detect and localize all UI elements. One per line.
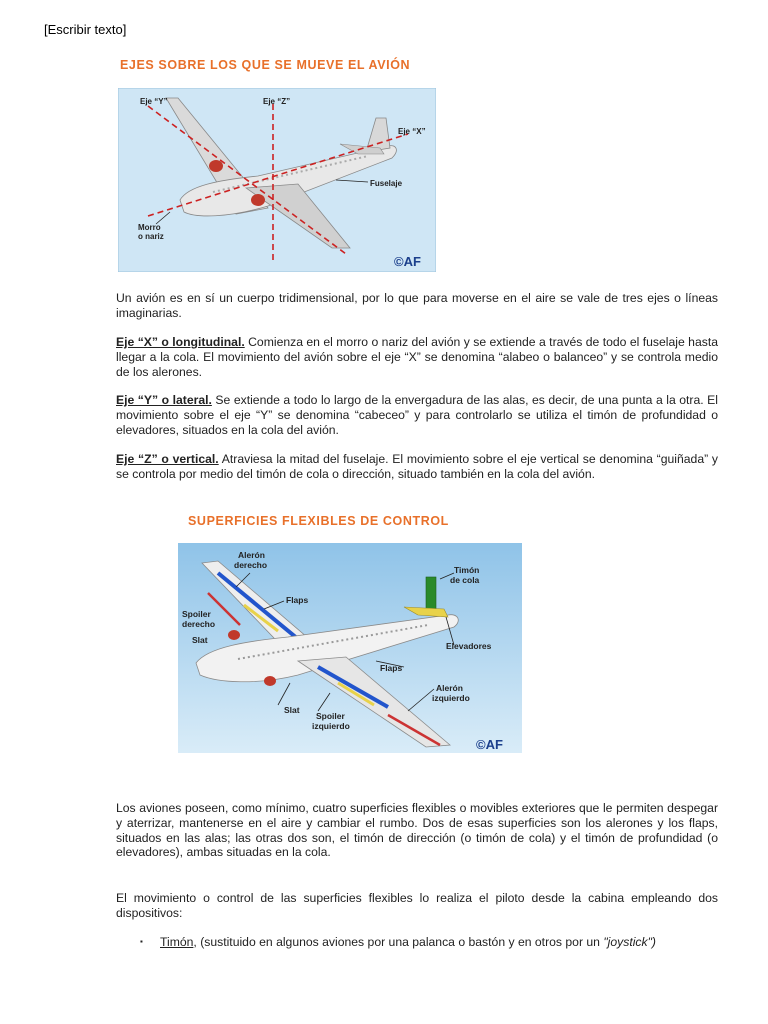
axis-z-text: Atraviesa la mitad del fuselaje. El movimiento sobre el eje vertical se denomina “guiñada” y se controla por medio del timón de cola o dirección, situado también en la cola del avión.: [116, 452, 719, 481]
label-spoiler-left-2: izquierdo: [312, 721, 350, 731]
label-nose-1: Morro: [138, 223, 161, 232]
axis-y-term: Eje “Y” o lateral.: [116, 393, 212, 407]
credit-af-1: ©AF: [394, 254, 421, 269]
rudder-mark: [426, 577, 436, 613]
label-spoiler-right-2: derecho: [182, 619, 216, 629]
axis-x-paragraph: [116, 335, 718, 379]
label-fuselage: Fuselaje: [370, 179, 403, 188]
engine-right: [251, 194, 265, 206]
label-slat-bottom: Slat: [284, 705, 300, 715]
label-flaps-top: Flaps: [286, 595, 309, 605]
axis-x-term: Eje “X” o longitudinal.: [116, 335, 245, 349]
label-aileron-right-1: Alerón: [238, 550, 265, 560]
section-title-surfaces: SUPERFICIES FLEXIBLES DE CONTROL: [188, 514, 449, 528]
label-rudder-2: de cola: [450, 575, 480, 585]
label-x-axis: Eje “X”: [398, 127, 426, 136]
label-aileron-left-1: Alerón: [436, 683, 463, 693]
axis-y-paragraph: [116, 393, 718, 437]
surfaces-paragraph-2: El movimiento o control de las superficies flexibles lo realiza el piloto desde la cabina empleando dos dispositivos:: [116, 891, 718, 920]
label-flaps-bottom: Flaps: [380, 663, 403, 673]
label-rudder-1: Timón: [454, 565, 480, 575]
label-slat-top: Slat: [192, 635, 208, 645]
label-elevators: Elevadores: [446, 641, 492, 651]
section-title-axes: EJES SOBRE LOS QUE SE MUEVE EL AVIÓN: [120, 58, 411, 72]
bullet-timon: [140, 935, 656, 949]
axis-y-text: Se extiende a todo lo largo de la envergadura de las alas, es decir, de una punta a la otra. El movimiento sobre el eje “Y” se denomina “cabeceo” y para controlarlo se utiliza el timón de profundidad o elevadores, situados en la cola del avión.: [116, 393, 718, 437]
label-spoiler-right-1: Spoiler: [182, 609, 211, 619]
label-spoiler-left-1: Spoiler: [316, 711, 345, 721]
label-z-axis: Eje “Z”: [263, 97, 291, 106]
control-surfaces-diagram: [178, 543, 522, 753]
intro-paragraph: Un avión es en sí un cuerpo tridimensional, por lo que para moverse en el aire se vale de tres ejes o líneas imaginarias.: [116, 291, 718, 320]
label-nose-2: o nariz: [138, 232, 164, 241]
control-surfaces-svg: [178, 543, 522, 753]
axes-diagram-svg: [118, 88, 436, 272]
credit-af-2: ©AF: [476, 737, 503, 752]
engine-left: [209, 160, 223, 172]
axis-x-text: Comienza en el morro o nariz del avión y se extiende a través de todo el fuselaje hasta llegar a la cola. El movimiento del avión sobre el eje “X” se denomina “alabeo o balanceo” y se controla medio de los alerones.: [116, 335, 718, 379]
bullet-italic: "joystick"): [603, 935, 656, 949]
axis-z-paragraph: [116, 452, 718, 482]
label-aileron-left-2: izquierdo: [432, 693, 470, 703]
label-aileron-right-2: derecho: [234, 560, 268, 570]
axes-diagram: [118, 88, 436, 272]
surfaces-paragraph-1: Los aviones poseen, como mínimo, cuatro superficies flexibles o movibles exteriores que le permiten despegar y aterrizar, mantenerse en el aire y cambiar el rumbo. Dos de esas superficies son los alerones y los flaps, situados en las alas; las otras dos son, el timón de dirección (o timón de cola) y el timón de profundidad (o elevadores), ambas situadas en la cola.: [116, 801, 718, 860]
bullet-square-icon: ▪: [140, 937, 143, 946]
label-y-axis: Eje “Y”: [140, 97, 168, 106]
bullet-text: , (sustituido en algunos aviones por una palanca o bastón y en otros por un: [193, 935, 604, 949]
axis-z-term: Eje “Z” o vertical.: [116, 452, 219, 466]
timon-link[interactable]: Timón: [160, 935, 194, 949]
header-placeholder: [Escribir texto]: [44, 22, 127, 37]
